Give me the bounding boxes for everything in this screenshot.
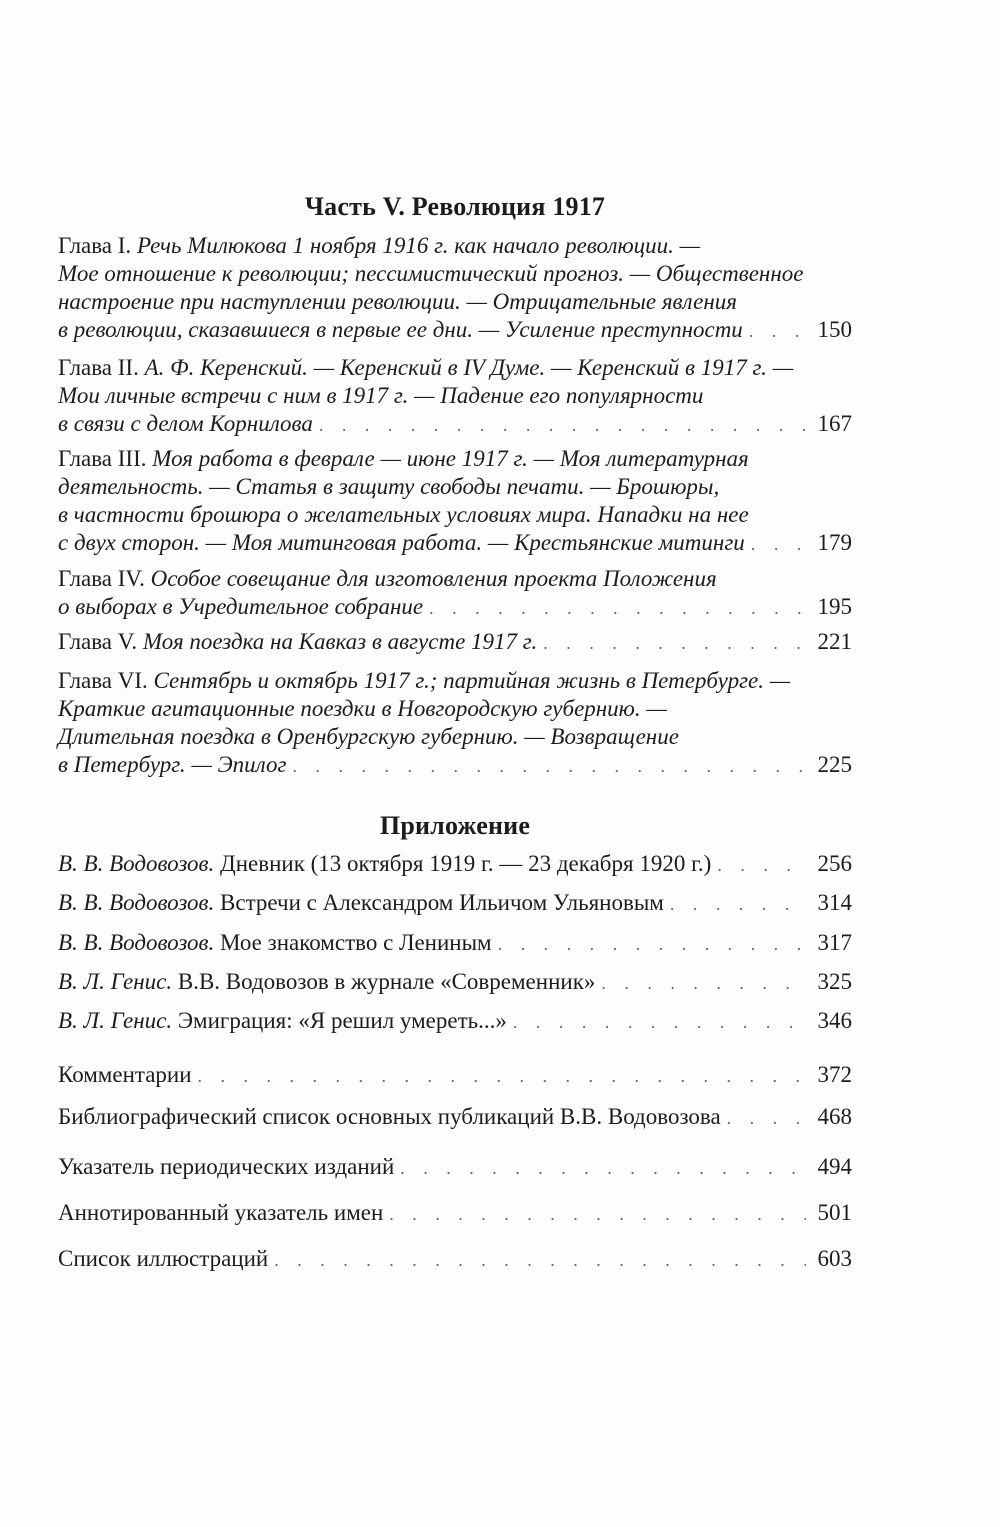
- page-number: 225: [817, 752, 852, 777]
- page-number: 256: [817, 851, 852, 876]
- chapter-text-line: Краткие агитационные поездки в Новгородскую губернию. —: [58, 696, 667, 721]
- appendix-title-text: Дневник (13 октября 1919 г. — 23 декабря 1920 г.): [220, 851, 712, 876]
- dot-leader: [394, 1154, 806, 1182]
- appendix-author: В. В. Водовозов.: [58, 890, 215, 915]
- chapter-text-line: в связи с делом Корнилова: [58, 411, 313, 436]
- page-number: 221: [817, 629, 852, 654]
- toc-entry-appendix-3[interactable]: [58, 929, 852, 957]
- chapter-label: Глава II.: [58, 355, 139, 380]
- chapter-text-line: Моя работа в феврале — июне 1917 г. — Моя литературная: [152, 446, 749, 471]
- chapter-text-line: Мои личные встречи с ним в 1917 г. — Падение его популярности: [58, 383, 704, 408]
- dot-leader: [268, 1246, 806, 1274]
- page-number: 494: [817, 1154, 852, 1179]
- dot-leader: [286, 752, 806, 780]
- chapter-text-line: деятельность. — Статья в защиту свободы печати. — Брошюры,: [58, 474, 720, 499]
- chapter-text-line: в революции, сказавшиеся в первые ее дни. — Усиление преступности: [58, 317, 743, 342]
- dot-leader: [423, 594, 806, 622]
- chapter-text-line: Речь Милюкова 1 ноября 1916 г. как начало революции. —: [136, 233, 701, 258]
- dot-leader: [507, 1008, 806, 1036]
- dot-leader: [192, 1062, 806, 1090]
- dot-leader: [664, 890, 806, 918]
- dot-leader: [721, 1104, 806, 1132]
- chapter-label: Глава V.: [58, 629, 138, 654]
- chapter-text-line: о выборах в Учредительное собрание: [58, 594, 424, 619]
- toc-entry-chapter-6[interactable]: [58, 667, 852, 779]
- appendix-title-text: Мое знакомство с Лениным: [220, 930, 492, 955]
- chapter-text-line: настроение при наступлении революции. — Отрицательные явления: [58, 289, 737, 314]
- appendix-title-text: Эмиграция: «Я решил умереть...»: [177, 1008, 507, 1033]
- chapter-label: Глава VI.: [58, 668, 148, 693]
- appendix-author: В. Л. Генис.: [58, 1008, 173, 1033]
- chapter-text-line: А. Ф. Керенский. — Керенский в IV Думе. — Керенский в 1917 г. —: [144, 355, 794, 380]
- appendix-author: В. В. Водовозов.: [58, 930, 215, 955]
- chapter-text-line: Особое совещание для изготовления проекта Положения: [150, 566, 717, 591]
- dot-leader: [743, 317, 806, 345]
- dot-leader: [711, 851, 806, 879]
- dot-leader: [745, 530, 806, 558]
- toc-entry-chapter-3[interactable]: [58, 445, 852, 557]
- dot-leader: [595, 969, 806, 997]
- page-number: 167: [817, 411, 852, 436]
- page-number: 179: [817, 530, 852, 555]
- appendix-title-text: В.В. Водовозов в журнале «Современник»: [177, 969, 596, 994]
- appendix-author: В. Л. Генис.: [58, 969, 173, 994]
- appendix-title: Приложение: [379, 811, 531, 840]
- toc-entry-appendix-2[interactable]: [58, 889, 852, 917]
- appendix-author: В. В. Водовозов.: [58, 851, 215, 876]
- toc-entry-illustrations[interactable]: [58, 1245, 852, 1273]
- back-matter-title: Библиографический список основных публикаций В.В. Водовозова: [58, 1104, 721, 1129]
- page-number: 372: [817, 1062, 852, 1087]
- toc-entry-comments[interactable]: [58, 1061, 852, 1089]
- toc-entry-appendix-4[interactable]: [58, 968, 852, 996]
- toc-entry-periodicals-index[interactable]: [58, 1153, 852, 1181]
- chapter-text-line: Сентябрь и октябрь 1917 г.; партийная жизнь в Петербурге. —: [153, 668, 791, 693]
- back-matter-title: Комментарии: [58, 1062, 192, 1087]
- page-number: 317: [817, 930, 852, 955]
- back-matter-title: Список иллюстраций: [58, 1246, 269, 1271]
- toc-entry-chapter-2[interactable]: [58, 354, 852, 438]
- page-number: 468: [817, 1104, 852, 1129]
- chapter-text-line: Мое отношение к революции; пессимистический прогноз. — Общественное: [58, 261, 804, 286]
- chapter-label: Глава I.: [58, 233, 132, 258]
- back-matter-title: Аннотированный указатель имен: [58, 1200, 384, 1225]
- toc-entry-bibliography[interactable]: [58, 1103, 852, 1131]
- toc-entry-names-index[interactable]: [58, 1199, 852, 1227]
- dot-leader: [313, 411, 806, 439]
- chapter-text-line: Длительная поездка в Оренбургскую губернию. — Возвращение: [58, 724, 679, 749]
- page-number: 150: [817, 317, 852, 342]
- page-number: 346: [817, 1008, 852, 1033]
- toc-entry-appendix-1[interactable]: [58, 850, 852, 878]
- page-number: 325: [817, 969, 852, 994]
- chapter-text-line: с двух сторон. — Моя митинговая работа. — Крестьянские митинги: [58, 530, 745, 555]
- dot-leader: [537, 629, 806, 657]
- page-number: 501: [817, 1200, 852, 1225]
- dot-leader: [492, 930, 806, 958]
- chapter-text-line: в частности брошюра о желательных условиях мира. Нападки на нее: [58, 502, 749, 527]
- chapter-label: Глава III.: [58, 446, 147, 471]
- page-number: 195: [817, 594, 852, 619]
- appendix-title-text: Встречи с Александром Ильичом Ульяновым: [220, 890, 664, 915]
- chapter-label: Глава IV.: [58, 566, 145, 591]
- dot-leader: [383, 1200, 806, 1228]
- toc-entry-appendix-5[interactable]: [58, 1007, 852, 1035]
- toc-entry-chapter-5[interactable]: [58, 628, 852, 656]
- toc-entry-chapter-1[interactable]: [58, 232, 852, 344]
- page-number: 314: [817, 890, 852, 915]
- part-title: Часть V. Революция 1917: [304, 192, 606, 221]
- toc-entry-chapter-4[interactable]: [58, 565, 852, 621]
- chapter-text-line: Моя поездка на Кавказ в августе 1917 г.: [142, 629, 538, 654]
- chapter-text-line: в Петербург. — Эпилог: [58, 752, 287, 777]
- back-matter-title: Указатель периодических изданий: [58, 1154, 395, 1179]
- page-number: 603: [817, 1246, 852, 1271]
